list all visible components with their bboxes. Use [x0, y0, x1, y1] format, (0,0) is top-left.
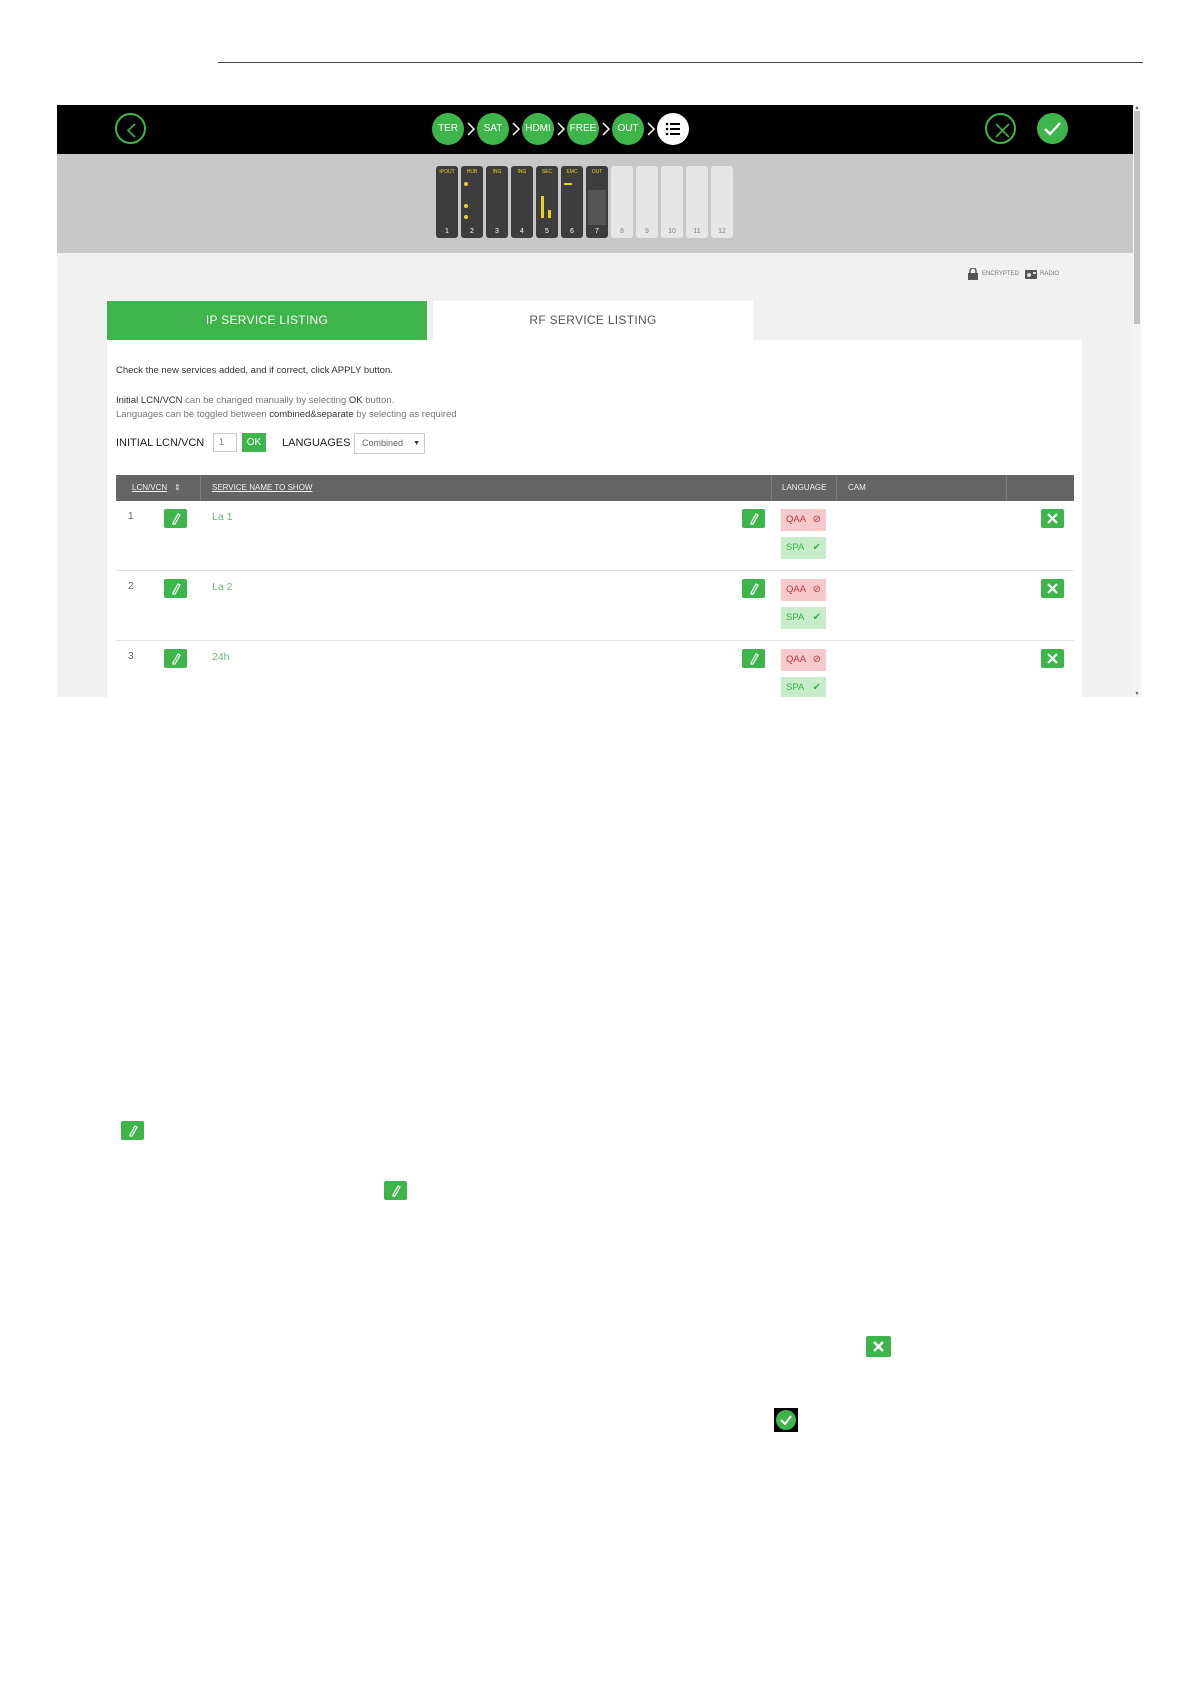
- instruction-text: Languages can be toggled between combined&separate by selecting as required: [116, 409, 457, 420]
- language-toggle-qaa[interactable]: QAA ⊘: [781, 509, 826, 531]
- instruction-text: Check the new services added, and if correct, click APPLY button.: [116, 365, 393, 376]
- languages-label: LANGUAGES: [282, 437, 351, 449]
- lcn-value: 2: [128, 581, 134, 592]
- language-toggle-qaa[interactable]: QAA ⊘: [781, 579, 826, 601]
- close-icon: [987, 115, 1018, 146]
- column-header-lcn[interactable]: LCN/VCN: [132, 483, 168, 492]
- rack-slot[interactable]: EMC 6: [561, 166, 583, 238]
- edit-name-button[interactable]: [742, 579, 765, 598]
- chevron-right-icon: [466, 122, 476, 136]
- rack-slot-empty[interactable]: 12: [711, 166, 733, 238]
- pencil-icon: [742, 509, 765, 528]
- tab-ip-service-listing[interactable]: IP SERVICE LISTING: [107, 301, 427, 340]
- check-icon: ✔: [812, 542, 821, 553]
- table-row: [116, 501, 1074, 571]
- close-icon: [1041, 579, 1064, 598]
- languages-select[interactable]: Combined ▼: [354, 433, 425, 454]
- list-icon: [657, 113, 689, 145]
- delete-row-button[interactable]: [1041, 649, 1064, 668]
- column-header-cam: CAM: [848, 483, 866, 492]
- table-row: [116, 571, 1074, 641]
- rack-overview: [57, 154, 1133, 253]
- pencil-icon: [384, 1181, 407, 1200]
- initial-lcn-label: INITIAL LCN/VCN: [116, 437, 205, 449]
- scroll-down-icon[interactable]: ▼: [1134, 691, 1140, 697]
- service-name: La 1: [212, 511, 233, 523]
- pencil-icon: [742, 579, 765, 598]
- blocked-icon: ⊘: [812, 584, 821, 595]
- rack-slot[interactable]: ING 3: [486, 166, 508, 238]
- edit-lcn-button[interactable]: [164, 649, 187, 668]
- chevron-left-icon: [117, 115, 148, 146]
- pencil-icon: [164, 509, 187, 528]
- edit-lcn-button[interactable]: [164, 579, 187, 598]
- delete-row-button[interactable]: [1041, 509, 1064, 528]
- rack-slot-empty[interactable]: 9: [636, 166, 658, 238]
- chevron-right-icon: [601, 122, 611, 136]
- check-icon: ✔: [812, 612, 821, 623]
- language-toggle-qaa[interactable]: QAA ⊘: [781, 649, 826, 671]
- edit-name-button[interactable]: [742, 649, 765, 668]
- chevron-right-icon: [556, 122, 566, 136]
- caret-down-icon: ▼: [413, 440, 420, 447]
- sort-icon[interactable]: ⇕: [174, 483, 181, 492]
- ok-button[interactable]: OK: [242, 433, 266, 452]
- edit-name-button[interactable]: [742, 509, 765, 528]
- step-out[interactable]: OUT: [612, 113, 644, 145]
- check-icon: [774, 1408, 798, 1432]
- apply-button[interactable]: [1037, 113, 1068, 144]
- scroll-thumb[interactable]: [1134, 111, 1140, 324]
- legend-encrypted: ENCRYPTED: [982, 271, 1019, 277]
- check-icon: [1037, 113, 1068, 144]
- edit-lcn-button[interactable]: [164, 509, 187, 528]
- cancel-button[interactable]: [985, 113, 1016, 144]
- step-sat[interactable]: SAT: [477, 113, 509, 145]
- pencil-icon: [121, 1121, 144, 1140]
- rack-slot[interactable]: HUB 2: [461, 166, 483, 238]
- instruction-text: Initial LCN/VCN can be changed manually by selecting OK button.: [116, 395, 395, 406]
- blocked-icon: ⊘: [812, 654, 821, 665]
- lock-icon: [967, 268, 979, 280]
- check-icon: ✔: [812, 682, 821, 693]
- rack-slot[interactable]: OUT 7: [586, 166, 608, 238]
- radio-icon: [1025, 268, 1037, 280]
- rack-slot-empty[interactable]: 10: [661, 166, 683, 238]
- tab-rf-service-listing[interactable]: RF SERVICE LISTING: [433, 301, 753, 340]
- rack-slot[interactable]: ING 4: [511, 166, 533, 238]
- pencil-icon: [742, 649, 765, 668]
- close-icon: [1041, 509, 1064, 528]
- table-row: [116, 641, 1074, 697]
- step-service-list[interactable]: [657, 113, 689, 145]
- step-free[interactable]: FREE: [567, 113, 599, 145]
- service-name: La 2: [212, 581, 233, 593]
- back-button[interactable]: [115, 113, 146, 144]
- app-screenshot: [57, 105, 1141, 697]
- delete-row-button[interactable]: [1041, 579, 1064, 598]
- step-ter[interactable]: TER: [432, 113, 464, 145]
- close-icon: [1041, 649, 1064, 668]
- service-table: [116, 475, 1074, 697]
- rack-slot-empty[interactable]: 8: [611, 166, 633, 238]
- column-header-language: LANGUAGE: [782, 483, 827, 492]
- chevron-right-icon: [646, 122, 656, 136]
- language-toggle-spa[interactable]: SPA ✔: [781, 607, 826, 629]
- legend-radio: RADIO: [1040, 271, 1060, 277]
- step-hdmi[interactable]: HDMI: [522, 113, 554, 145]
- rack-slot[interactable]: SEC 5: [536, 166, 558, 238]
- rack-slot-empty[interactable]: 11: [686, 166, 708, 238]
- table-header: [116, 475, 1074, 501]
- language-toggle-spa[interactable]: SPA ✔: [781, 537, 826, 559]
- close-icon: [866, 1336, 891, 1357]
- pencil-icon: [164, 649, 187, 668]
- scrollbar[interactable]: [1133, 105, 1141, 697]
- column-header-service-name[interactable]: SERVICE NAME TO SHOW: [212, 483, 313, 492]
- blocked-icon: ⊘: [812, 514, 821, 525]
- chevron-right-icon: [511, 122, 521, 136]
- initial-lcn-input[interactable]: 1: [213, 433, 237, 452]
- lcn-value: 3: [128, 651, 134, 662]
- rack-slot[interactable]: IPOUT 1: [436, 166, 458, 238]
- scroll-up-icon[interactable]: ▲: [1134, 105, 1140, 111]
- top-bar: [57, 105, 1133, 154]
- service-name: 24h: [212, 651, 230, 663]
- header-rule: [218, 62, 1143, 63]
- service-listing-panel: [107, 340, 1082, 697]
- lcn-value: 1: [128, 511, 134, 522]
- language-toggle-spa[interactable]: SPA ✔: [781, 677, 826, 697]
- pencil-icon: [164, 579, 187, 598]
